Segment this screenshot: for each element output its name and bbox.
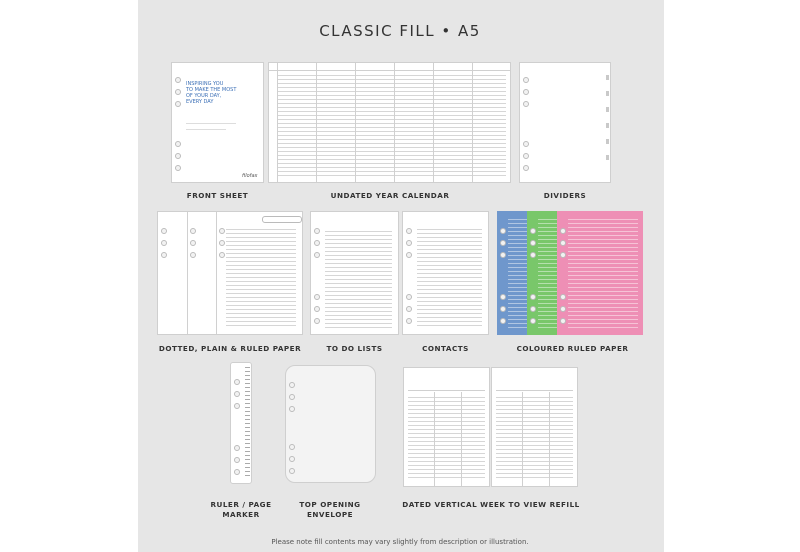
caption-contacts: CONTACTS	[422, 344, 469, 353]
caption-dividers: DIVIDERS	[543, 191, 587, 200]
caption-dotted-plain-ruled: DOTTED, PLAIN & RULED PAPER	[158, 344, 302, 353]
front-sheet-slogan: INSPIRING YOU TO MAKE THE MOST OF YOUR DAY, EVERY DAY	[186, 81, 237, 105]
coloured-pink-sheet	[557, 211, 643, 335]
contacts-image	[402, 211, 489, 335]
front-sheet-image	[171, 62, 264, 183]
caption-to-do-lists: TO DO LISTS	[326, 344, 383, 353]
filofax-logo: filofax	[242, 173, 258, 179]
caption-coloured-ruled: COLOURED RULED PAPER	[516, 344, 629, 353]
caption-week-to-view: DATED VERTICAL WEEK TO VIEW REFILL	[402, 500, 580, 509]
week-to-view-right-page	[491, 367, 578, 487]
page-title: CLASSIC FILL • A5	[319, 22, 481, 40]
year-calendar-image	[268, 62, 511, 183]
caption-year-calendar: UNDATED YEAR CALENDAR	[330, 191, 450, 200]
caption-top-opening-envelope: TOP OPENING ENVELOPE	[299, 500, 361, 519]
dividers-image	[519, 62, 611, 183]
week-to-view-left-page	[403, 367, 490, 487]
ruler-page-marker-image	[230, 362, 252, 484]
to-do-lists-image	[310, 211, 399, 335]
top-opening-envelope-image	[285, 365, 376, 483]
disclaimer-note: Please note fill contents may vary slightly from description or illustration.	[271, 538, 529, 546]
caption-ruler-page-marker: RULER / PAGE MARKER	[210, 500, 272, 519]
dotted-plain-ruled-image	[157, 211, 303, 335]
caption-front-sheet: FRONT SHEET	[186, 191, 249, 200]
